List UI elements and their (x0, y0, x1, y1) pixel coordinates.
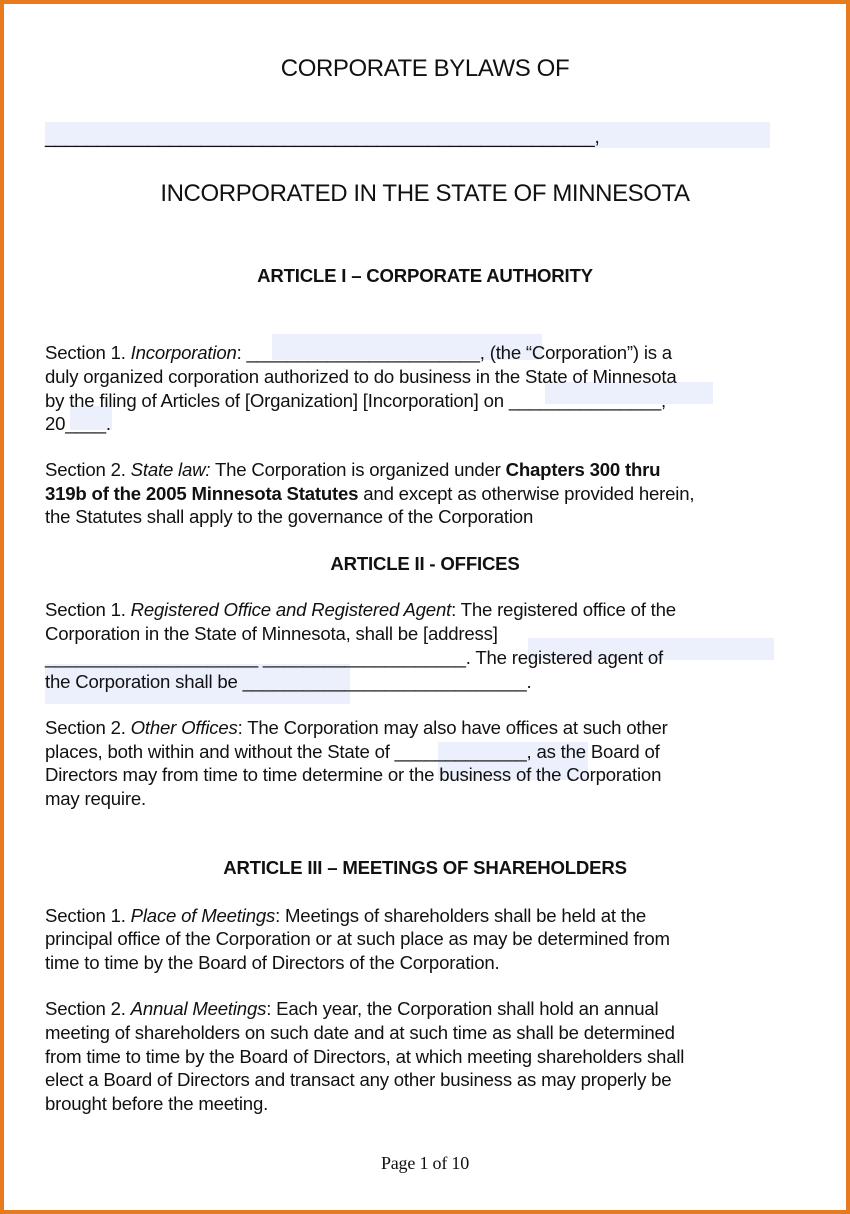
body-text-line (45, 1045, 684, 1069)
document-subtitle: INCORPORATED IN THE STATE OF MINNESOTA (160, 180, 690, 207)
body-text-line (45, 646, 663, 670)
article-heading (0, 264, 850, 288)
text-segment: ARTICLE II - OFFICES (330, 553, 520, 574)
text-segment: from time to time by the Board of Directors, at which meeting shareholders shall (45, 1046, 685, 1067)
body-text-line (45, 1068, 671, 1092)
text-segment: : Each year, the Corporation shall hold an annual (266, 998, 659, 1019)
text-segment: and except as otherwise provided herein, (358, 483, 695, 504)
text-segment: may require. (45, 788, 146, 809)
text-segment: : The Corporation may also have offices at such other (237, 717, 668, 738)
page-number: Page 1 of 10 (380, 1153, 470, 1173)
text-segment: places, both within and without the State of _____________, as the Board of (45, 741, 660, 762)
text-segment: : Meetings of shareholders shall be held at the (275, 905, 647, 926)
text-segment: Section 1. (45, 905, 131, 926)
text-segment: elect a Board of Directors and transact any other business as may properly be (45, 1069, 672, 1090)
body-text-line (45, 787, 146, 811)
text-segment: meeting of shareholders on such date and at such time as shall be determined (45, 1022, 675, 1043)
body-text-line (45, 412, 111, 436)
section-title: Other Offices (130, 717, 238, 738)
text-segment: ARTICLE I – CORPORATE AUTHORITY (257, 265, 593, 286)
body-text-line (45, 458, 660, 482)
text-segment: The Corporation is organized under (210, 459, 506, 480)
text-segment: the Corporation shall be ____________________________. (45, 671, 532, 692)
body-text-line (45, 1021, 675, 1045)
text-segment: the Statutes shall apply to the governance of the Corporation (45, 506, 534, 527)
text-segment: Section 2. (45, 998, 131, 1019)
section-title: Place of Meetings (130, 905, 276, 926)
corporation-name-blank: _____________________________________________________, (45, 127, 600, 148)
article-heading (0, 552, 850, 576)
body-text-line (45, 763, 661, 787)
section-title: Incorporation (130, 342, 237, 363)
body-text-line (45, 482, 694, 506)
text-segment: ARTICLE III – MEETINGS OF SHAREHOLDERS (223, 857, 627, 878)
text-segment: Section 2. (45, 717, 131, 738)
text-segment: Corporation in the State of Minnesota, shall be [address] (45, 623, 498, 644)
text-segment: Directors may from time to time determine or the business of the Corporation (45, 764, 662, 785)
text-segment: brought before the meeting. (45, 1093, 269, 1114)
text-segment: Section 2. (45, 459, 131, 480)
text-segment: : _______________________, (the “Corporation”) is a (236, 342, 672, 363)
bold-text: 319b of the 2005 Minnesota Statutes (45, 483, 359, 504)
document-title: CORPORATE BYLAWS OF (280, 55, 570, 82)
section-title: Annual Meetings (130, 998, 267, 1019)
text-segment: Section 1. (45, 599, 131, 620)
text-segment: time to time by the Board of Directors of the Corporation. (45, 952, 500, 973)
body-text-line (45, 740, 660, 764)
body-text-line (45, 716, 668, 740)
body-text-line (45, 622, 498, 646)
body-text-line (45, 365, 676, 389)
body-text-line (45, 598, 676, 622)
body-text-line (45, 951, 500, 975)
section-title: State law: (130, 459, 211, 480)
body-text-line (45, 904, 646, 928)
body-text-line (45, 997, 659, 1021)
text-segment: _____________________ ____________________. The registered agent of (45, 647, 663, 668)
body-text-line (45, 670, 532, 694)
text-segment: duly organized corporation authorized to do business in the State of Minnesota (45, 366, 677, 387)
body-text-line (45, 341, 672, 365)
body-text-line (45, 389, 666, 413)
body-text-line (45, 1092, 268, 1116)
text-segment: : The registered office of the (451, 599, 676, 620)
article-heading (0, 856, 850, 880)
body-text-line (45, 927, 670, 951)
body-text-line (45, 505, 533, 529)
text-segment: 20____. (45, 413, 111, 434)
text-segment: Section 1. (45, 342, 131, 363)
bold-text: Chapters 300 thru (505, 459, 661, 480)
text-segment: by the filing of Articles of [Organization] [Incorporation] on _______________, (45, 390, 666, 411)
text-segment: principal office of the Corporation or at such place as may be determined from (45, 928, 670, 949)
section-title: Registered Office and Registered Agent (130, 599, 452, 620)
